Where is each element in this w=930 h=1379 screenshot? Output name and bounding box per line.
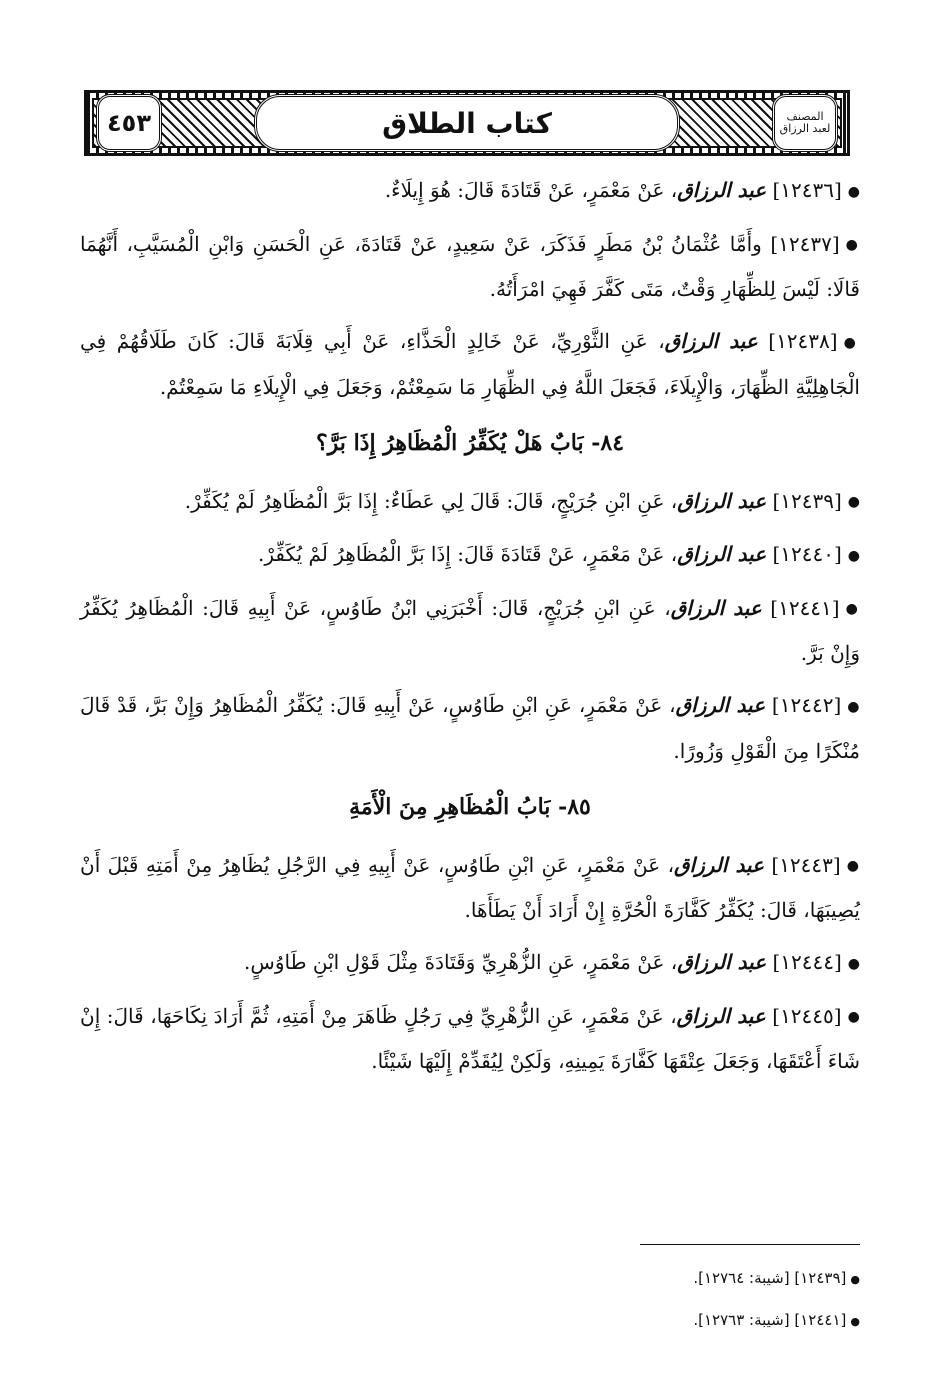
bullet-icon: ●	[847, 547, 860, 564]
book-seal-logo	[772, 94, 838, 152]
bullet-icon: ●	[847, 1009, 860, 1025]
bullet-icon: ●	[846, 858, 860, 874]
hadith-text: ، عَنْ مَعْمَرٍ، عَنِ الزُّهْرِيِّ فِي رَجُلٍ ظَاهَرَ مِنْ أَمَتِهِ، ثُمَّ أَرَادَ نِكَاحَهَا، قَالَ: إِنْ شَاءَ أَعْتَقَهَا، وَجَعَلَ عِتْقَهَا كَفَّارَةَ يَمِينِهِ، وَلَكِنْ لِيُقَدِّمْ إِلَيْهَا شَيْئًا.	[80, 1003, 860, 1073]
narrator-name: عبد الرزاق	[674, 852, 764, 877]
page-number-box	[96, 94, 162, 152]
footnote-text: [١٢٤٣٩] [شيبة: ١٢٧٦٤].	[693, 1269, 847, 1287]
footnote-divider	[640, 1244, 860, 1245]
narrator-name: عبد الرزاق	[677, 178, 767, 202]
bullet-icon: ●	[850, 1273, 860, 1286]
hadith-text: ، عَنْ مَعْمَرٍ، عَنْ قَتَادَةَ قَالَ: إِذَا بَرَّ الْمُظَاهِرُ لَمْ يُكَفِّرْ.	[258, 542, 678, 566]
hadith-number: [١٢٤٣٧]	[770, 231, 840, 256]
hadith-paragraph	[80, 940, 860, 986]
chapter-title: كتاب الطلاق	[382, 106, 552, 140]
hadith-number: [١٢٤٣٩]	[772, 488, 842, 513]
footnote-text: [١٢٤٤١] [شيبة: ١٢٧٦٣].	[693, 1311, 847, 1329]
hadith-number: [١٢٤٤١]	[770, 595, 840, 620]
seal-line-1: المصنف	[786, 110, 824, 123]
hadith-text: ، عَنْ مَعْمَرٍ، عَنْ قَتَادَةَ قَالَ: هُوَ إِيلَاءٌ.	[384, 178, 678, 202]
hadith-text: ، عَنِ الثَّوْرِيِّ، عَنْ خَالِدٍ الْحَذَّاءِ، عَنْ أَبِي قِلَابَةَ قَالَ: كَانَ طَلَاقُهُمْ فِي الْجَاهِلِيَّةِ الظِّهَارَ، وَالْإِيلَاءَ، فَجَعَلَ اللَّهُ فِي الظِّهَارِ مَا سَمِعْتُمْ، وَجَعَلَ فِي الْإِيلَاءِ مَا سَمِعْتُمْ.	[80, 329, 860, 399]
narrator-name: عبد الرزاق	[664, 329, 758, 353]
bullet-icon: ●	[843, 334, 860, 351]
chapter-heading-84: ٨٤- بَابٌ هَلْ يُكَفِّرُ الْمُظَاهِرُ إِذَا بَرَّ؟	[315, 429, 625, 456]
hadith-number: [١٢٤٤٣]	[771, 852, 841, 877]
narrator-name: عبد الرزاق	[675, 693, 766, 717]
narrator-name: عبد الرزاق	[677, 950, 767, 974]
bullet-icon: ●	[847, 698, 860, 715]
hadith-number: [١٢٤٤٠]	[772, 542, 842, 566]
bullet-icon: ●	[847, 494, 860, 510]
footnotes	[80, 1258, 860, 1342]
hadith-text: ، عَنِ ابْنِ جُرَيْجٍ، قَالَ: أَخْبَرَنِي ابْنُ طَاوُسٍ، عَنْ أَبِيهِ قَالَ: الْمُظَاهِرُ يُكَفِّرُ وَإِنْ بَرَّ.	[80, 595, 860, 665]
hadith-number: [١٢٤٤٥]	[772, 1003, 842, 1028]
page-header	[84, 90, 850, 156]
chapter-heading-85: ٨٥- بَابُ الْمُظَاهِرِ مِنَ الْأَمَةِ	[349, 793, 591, 820]
hadith-number: [١٢٤٤٤]	[772, 950, 842, 974]
hadith-text: ، عَنْ مَعْمَرٍ، عَنِ ابْنِ طَاوُسٍ، عَنْ أَبِيهِ قَالَ: يُكَفِّرُ الْمُظَاهِرُ وَإِنْ بَرَّ، قَدْ قَالَ مُنْكَرًا مِنَ الْقَوْلِ وَزُورًا.	[80, 693, 860, 763]
hadith-paragraph	[80, 994, 860, 1084]
hadith-paragraph	[80, 843, 860, 933]
narrator-name: عبد الرزاق	[677, 542, 767, 566]
bullet-icon: ●	[845, 237, 860, 253]
hadith-paragraph	[80, 532, 860, 578]
hadith-number: [١٢٤٣٨]	[768, 329, 838, 353]
seal-line-2: لعبد الرزاق	[779, 122, 831, 135]
hadith-paragraph	[80, 222, 860, 312]
main-text	[80, 168, 860, 1091]
footnote	[80, 1258, 860, 1300]
hadith-paragraph	[80, 168, 860, 214]
page-number: ٤٥٣	[107, 109, 151, 137]
bullet-icon: ●	[850, 1315, 860, 1328]
hadith-number: [١٢٤٤٢]	[771, 693, 842, 717]
chapter-title-box	[254, 94, 680, 152]
hadith-text: ، عَنْ مَعْمَرٍ، عَنِ ابْنِ طَاوُسٍ، عَنْ أَبِيهِ فِي الرَّجُلِ يُظَاهِرُ مِنْ أَمَتِهِ قَبْلَ أَنْ يُصِيبَهَا، قَالَ: يُكَفِّرُ كَفَّارَةَ الْحُرَّةِ إِنْ أَرَادَ أَنْ يَطَأَهَا.	[80, 852, 860, 922]
hadith-text: ، عَنْ مَعْمَرٍ، عَنِ الزُّهْرِيِّ وَقَتَادَةَ مِثْلَ قَوْلِ ابْنِ طَاوُسٍ.	[244, 950, 678, 974]
narrator-name: عبد الرزاق	[676, 1003, 766, 1028]
hadith-paragraph	[80, 319, 860, 409]
narrator-name: عبد الرزاق	[677, 488, 767, 513]
hadith-paragraph	[80, 586, 860, 676]
hadith-text: وأَمَّا عُثْمَانُ بْنُ مَطَرٍ فَذَكَرَ، عَنْ سَعِيدٍ، عَنْ قَتَادَةَ، عَنِ الْحَسَنِ وَابْنِ الْمُسَيَّبِ، أَنَّهُمَا قَالَا: لَيْسَ لِلظِّهَارِ وَقْتٌ، مَتَى كَفَّرَ فَهِيَ امْرَأَتُهُ.	[80, 231, 860, 301]
hadith-text: ، عَنِ ابْنِ جُرَيْجٍ، قَالَ: قَالَ لِي عَطَاءٌ: إِذَا بَرَّ الْمُظَاهِرُ لَمْ يُكَفِّرْ.	[184, 488, 678, 513]
bullet-icon: ●	[847, 183, 860, 200]
narrator-name: عبد الرزاق	[670, 595, 762, 620]
hadith-paragraph	[80, 479, 860, 525]
bullet-icon: ●	[845, 601, 860, 617]
footnote	[80, 1300, 860, 1342]
hadith-number: [١٢٤٣٦]	[772, 178, 842, 202]
hadith-paragraph	[80, 683, 860, 773]
bullet-icon: ●	[847, 955, 860, 972]
